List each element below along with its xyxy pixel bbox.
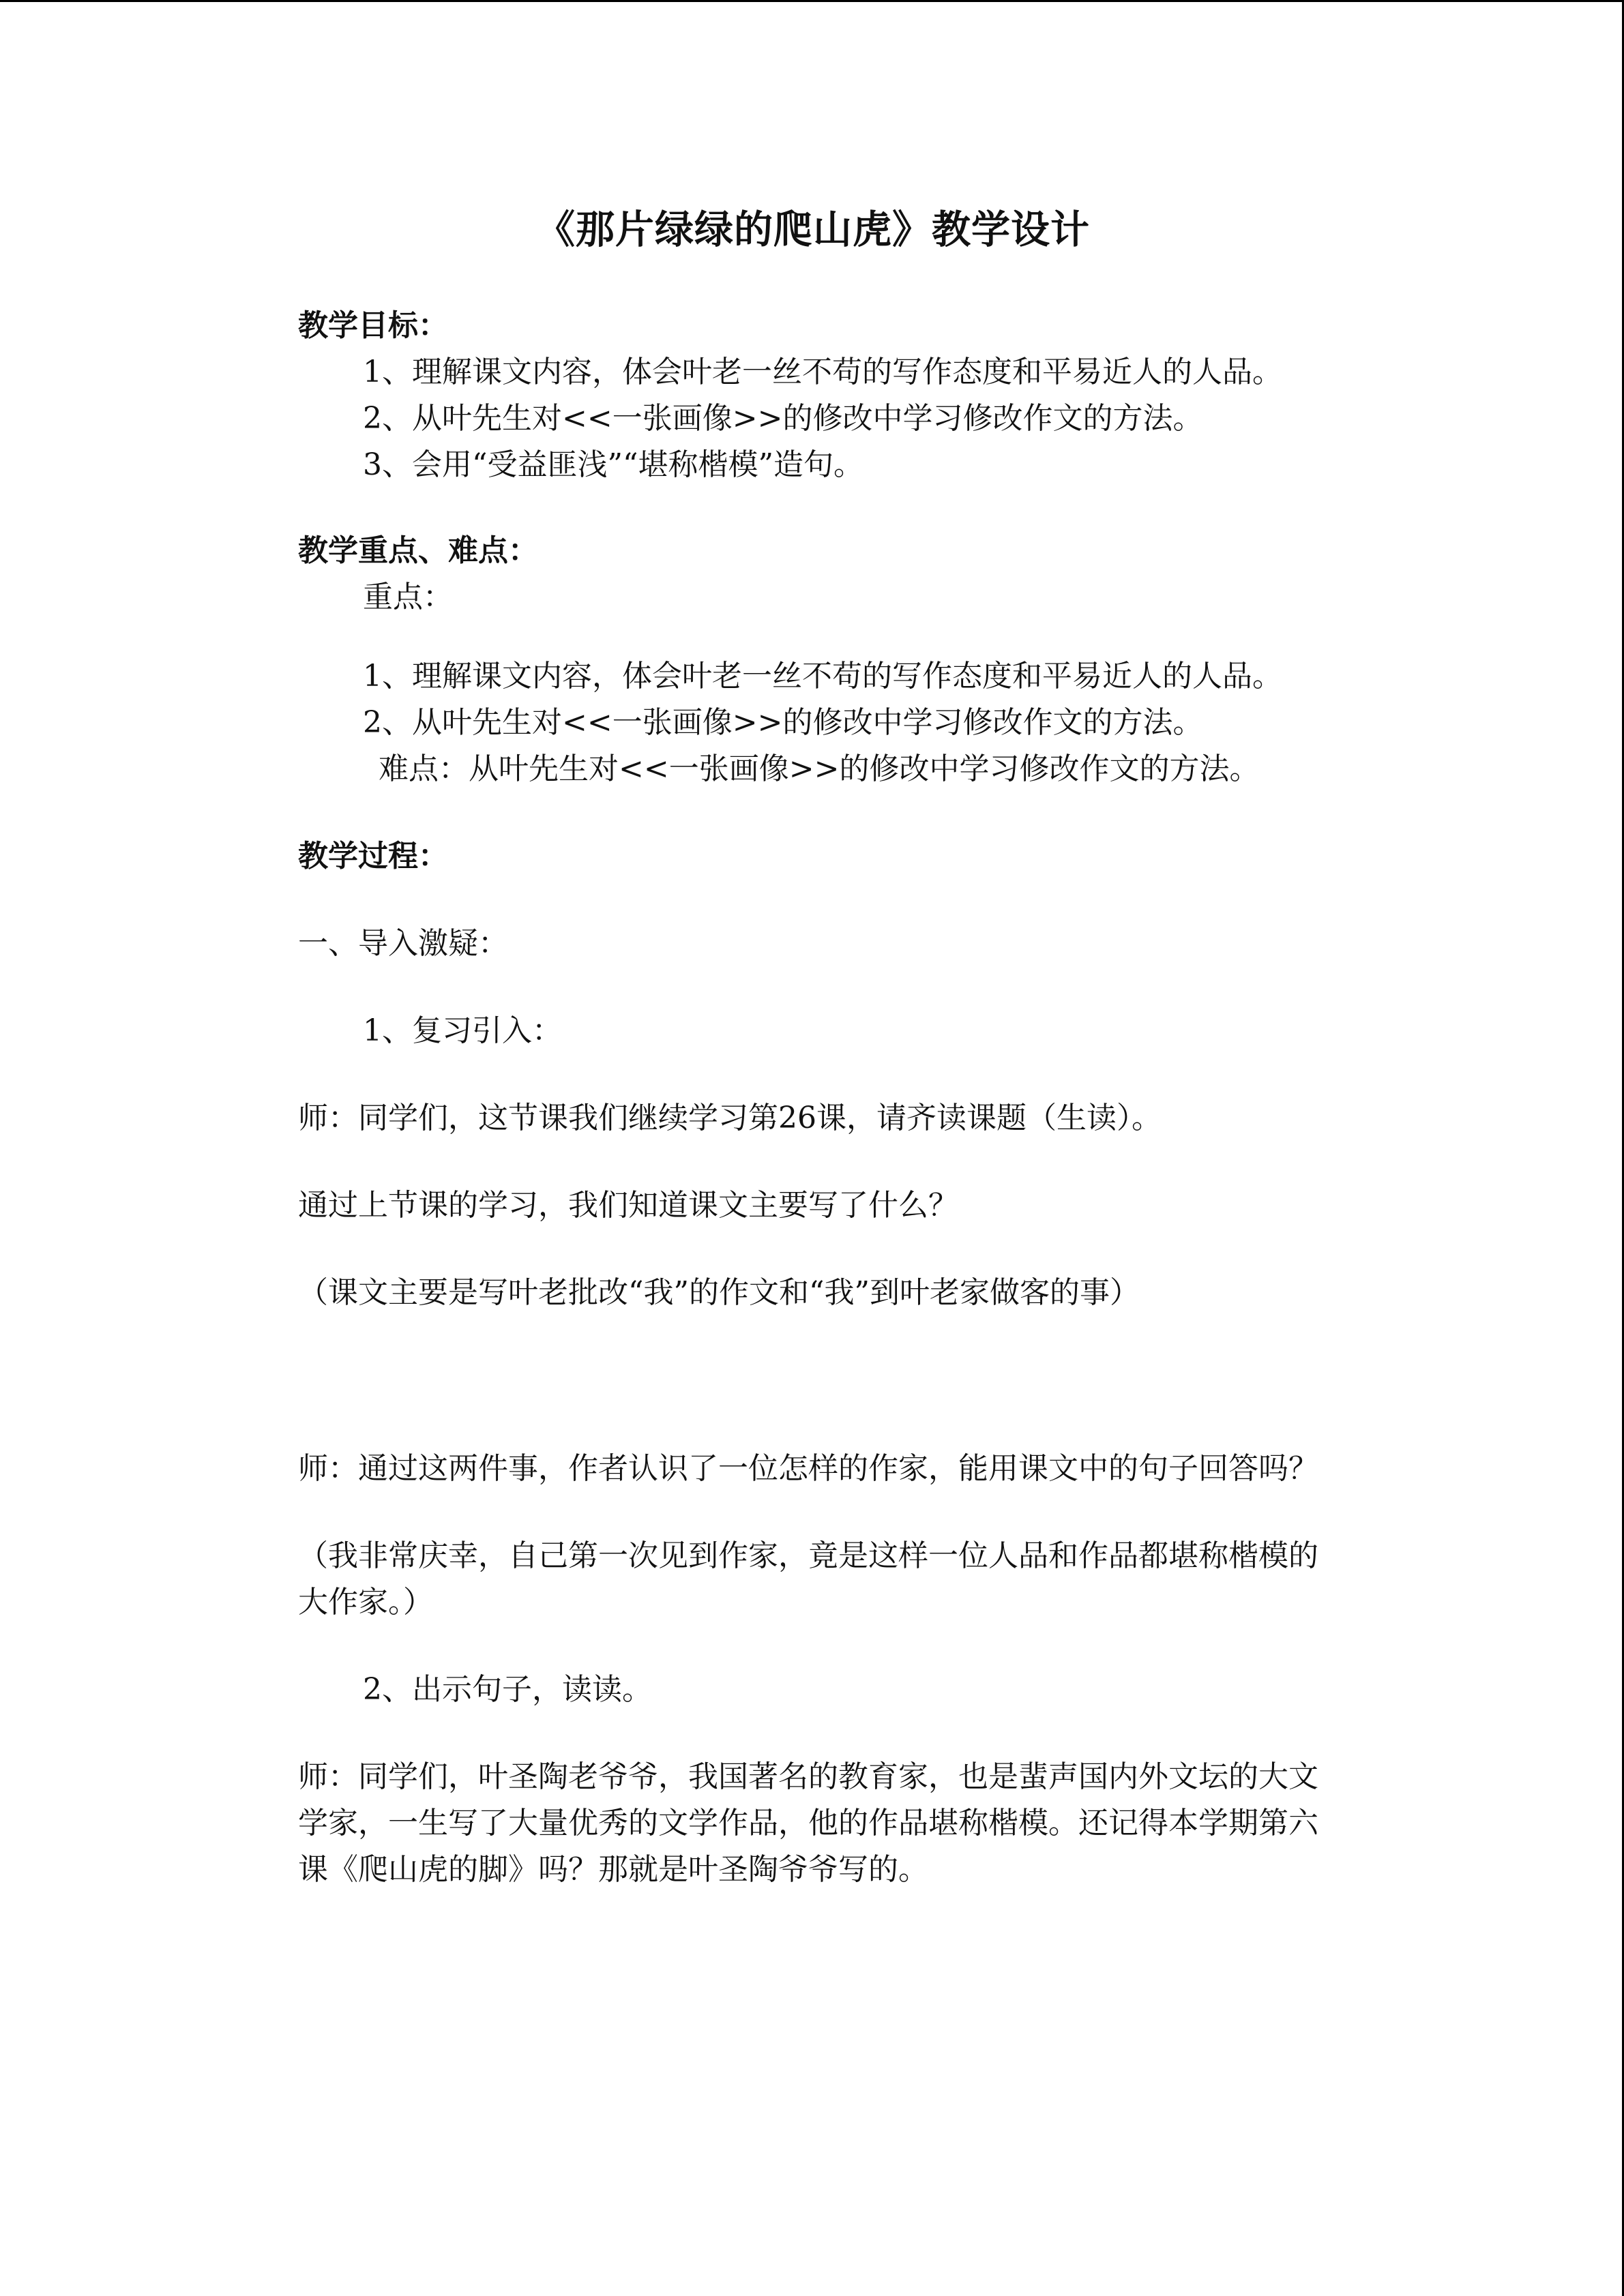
focus-item: 2、从叶先生对<<一张画像>>的修改中学习修改作文的方法。 <box>363 705 1203 741</box>
paragraph: 师：通过这两件事，作者认识了一位怎样的作家，能用课文中的句子回答吗？ <box>298 1451 1318 1487</box>
document-body <box>298 205 1321 1893</box>
key-points-heading: 教学重点、难点： <box>298 533 538 569</box>
step-heading: 2、出示句子，读读。 <box>363 1672 652 1708</box>
process-section <box>298 833 1321 1893</box>
paragraph: 师：同学们，这节课我们继续学习第26课，请齐读课题（生读）。 <box>298 1101 1162 1136</box>
document-title: 《那片绿绿的爬山虎》教学设计 <box>536 207 1090 252</box>
paragraph: 通过上节课的学习，我们知道课文主要写了什么？ <box>298 1188 958 1223</box>
objectives-heading: 教学目标： <box>298 308 448 344</box>
objectives-section <box>298 303 1321 488</box>
paragraph: （我非常庆幸，自己第一次见到作家，竟是这样一位人品和作品都堪称楷模的大作家。） <box>298 1538 1318 1620</box>
paragraph: （课文主要是写叶老批改“我”的作文和“我”到叶老家做客的事） <box>298 1275 1140 1311</box>
focus-item: 1、理解课文内容，体会叶老一丝不苟的写作态度和平易近人的人品。 <box>363 659 1282 694</box>
section-heading: 一、导入激疑： <box>298 926 508 961</box>
focus-label: 重点： <box>363 580 453 615</box>
paragraph: 师：同学们，叶圣陶老爷爷，我国著名的教育家，也是蜚声国内外文坛的大文学家，一生写了大量优秀的文学作品，他的作品堪称楷模。还记得本学期第六课《爬山虎的脚》吗？那就是叶圣陶爷爷写的。 <box>298 1759 1318 1888</box>
objective-item: 1、理解课文内容，体会叶老一丝不苟的写作态度和平易近人的人品。 <box>363 355 1282 390</box>
objective-item: 3、会用“受益匪浅”“堪称楷模”造句。 <box>363 447 863 483</box>
step-heading: 1、复习引入： <box>363 1013 562 1049</box>
objective-item: 2、从叶先生对<<一张画像>>的修改中学习修改作文的方法。 <box>363 401 1203 436</box>
key-points-section <box>298 528 1321 792</box>
difficulty-text: 难点：从叶先生对<<一张画像>>的修改中学习修改作文的方法。 <box>379 751 1260 787</box>
process-heading: 教学过程： <box>298 839 448 874</box>
